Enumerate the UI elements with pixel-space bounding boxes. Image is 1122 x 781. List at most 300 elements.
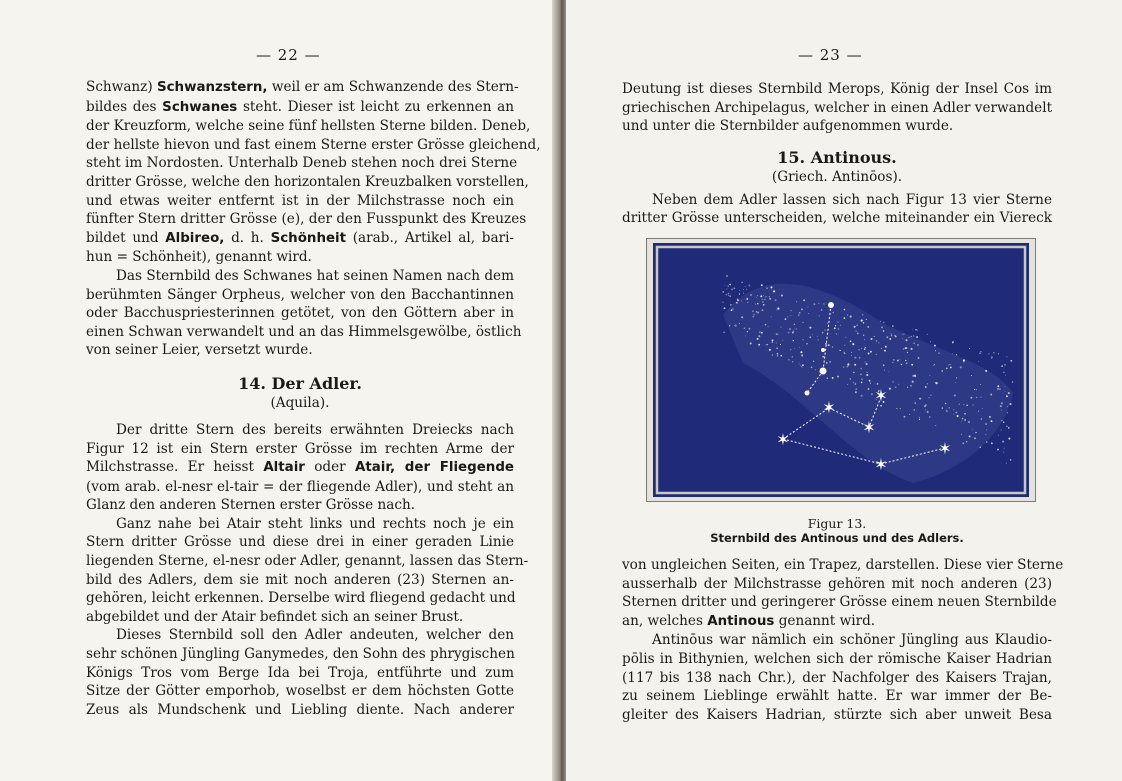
milky-way-speck — [963, 404, 964, 405]
milky-way-speck — [905, 347, 907, 349]
text-line: hun = Schönheit), genannt wird. — [86, 249, 312, 266]
paragraph-ganymedes — [86, 626, 514, 719]
milky-way-speck — [917, 344, 919, 346]
milky-way-speck — [725, 285, 726, 286]
milky-way-speck — [812, 334, 813, 335]
milky-way-speck — [755, 304, 756, 305]
milky-way-speck — [933, 365, 934, 366]
milky-way-speck — [769, 296, 770, 297]
milky-way-speck — [957, 415, 959, 417]
milky-way-speck — [998, 353, 999, 354]
text-line: abgebildet und der Atair befindet sich an seiner Brust. — [86, 608, 464, 625]
paragraph-merops — [622, 80, 1052, 136]
milky-way-speck — [753, 314, 754, 315]
milky-way-speck — [759, 331, 761, 333]
section-subtitle: (Griech. Antinōos). — [771, 168, 903, 185]
milky-way-speck — [832, 346, 834, 348]
milky-way-speck — [895, 386, 897, 388]
milky-way-speck — [860, 374, 861, 375]
text-line: Antinōus war nämlich ein schöner Jüngling aus Klaudio- — [652, 632, 1052, 649]
milky-way-speck — [761, 284, 763, 286]
milky-way-speck — [777, 334, 778, 335]
milky-way-speck — [823, 303, 824, 304]
milky-way-speck — [913, 335, 915, 337]
text-line: zu seinem Lieblinge erwählt hatte. Er war immer der Be- — [622, 688, 1052, 705]
milky-way-speck — [800, 351, 802, 353]
milky-way-speck — [974, 389, 975, 390]
milky-way-speck — [801, 308, 803, 310]
milky-way-speck — [724, 307, 726, 309]
milky-way-speck — [1008, 427, 1010, 429]
milky-way-speck — [918, 357, 920, 359]
milky-way-speck — [802, 322, 803, 323]
milky-way-speck — [794, 329, 795, 330]
milky-way-speck — [892, 362, 893, 363]
milky-way-speck — [904, 416, 906, 418]
milky-way-speck — [787, 316, 788, 317]
milky-way-speck — [893, 359, 894, 360]
milky-way-speck — [866, 319, 867, 320]
milky-way-speck — [743, 289, 744, 290]
text-line: Königs Tros vom Berge Ida bei Troja, entführte und zum — [86, 664, 514, 681]
milky-way-speck — [780, 355, 782, 357]
text-line: der Kreuzform, welche seine fünf hellsten Sterne bilden. Deneb, — [86, 118, 531, 135]
milky-way-speck — [874, 336, 875, 337]
milky-way-speck — [1001, 420, 1002, 421]
milky-way-speck — [955, 382, 956, 383]
milky-way-speck — [962, 442, 964, 444]
milky-way-speck — [978, 361, 979, 362]
milky-way-speck — [990, 393, 992, 395]
milky-way-speck — [927, 334, 928, 335]
milky-way-speck — [962, 418, 964, 420]
milky-way-speck — [866, 374, 868, 376]
milky-way-speck — [758, 335, 760, 337]
milky-way-speck — [1012, 381, 1013, 382]
milky-way-speck — [818, 339, 819, 340]
text-line: dritter Grösse unterscheiden, welche miteinander ein Viereck — [622, 210, 1052, 227]
milky-way-speck — [999, 388, 1000, 389]
milky-way-speck — [828, 344, 830, 346]
milky-way-speck — [1004, 448, 1005, 449]
text-line: Der dritte Stern des bereits erwähnten Dreiecks nach — [116, 421, 514, 438]
svg-text:✶: ✶ — [874, 385, 888, 405]
milky-way-speck — [866, 363, 868, 365]
milky-way-speck — [988, 353, 989, 354]
milky-way-speck — [883, 322, 884, 323]
milky-way-speck — [877, 383, 879, 385]
milky-way-speck — [1000, 405, 1002, 407]
milky-way-speck — [771, 289, 772, 290]
milky-way-speck — [929, 375, 930, 376]
milky-way-speck — [729, 325, 730, 326]
text-line: von ungleichen Seiten, ein Trapez, darstellen. Diese vier Sterne — [622, 556, 1064, 573]
milky-way-speck — [997, 449, 999, 451]
milky-way-speck — [780, 326, 781, 327]
milky-way-speck — [808, 372, 809, 373]
milky-way-speck — [851, 355, 852, 356]
milky-way-speck — [846, 366, 848, 368]
milky-way-speck — [946, 367, 948, 369]
milky-way-speck — [1001, 402, 1003, 404]
milky-way-speck — [985, 434, 986, 435]
milky-way-speck — [980, 447, 981, 448]
milky-way-speck — [728, 295, 729, 296]
text-line: gehören, leicht erkennen. Derselbe wird fliegend gedacht und — [86, 590, 516, 607]
milky-way-speck — [974, 437, 976, 439]
milky-way-speck — [853, 382, 854, 383]
milky-way-speck — [930, 395, 931, 396]
milky-way-speck — [769, 349, 771, 351]
text-line: Zeus als Mundschenk und Liebling diente. Nach anderer — [86, 701, 514, 718]
milky-way-speck — [746, 289, 747, 290]
star-chart-figure — [646, 238, 1036, 502]
milky-way-speck — [907, 387, 908, 388]
bold-term: Schönheit — [270, 230, 347, 246]
milky-way-speck — [802, 364, 804, 366]
bold-term: Albireo, — [165, 230, 225, 246]
milky-way-speck — [910, 385, 912, 387]
milky-way-speck — [935, 350, 936, 351]
milky-way-speck — [851, 352, 852, 353]
milky-way-speck — [766, 296, 767, 297]
text-line: bildes des Schwanes steht. Dieser ist leicht zu erkennen an — [86, 98, 514, 115]
milky-way-speck — [909, 337, 910, 338]
milky-way-speck — [980, 397, 981, 398]
milky-way-speck — [817, 336, 818, 337]
milky-way-speck — [876, 354, 877, 355]
milky-way-speck — [844, 344, 845, 345]
milky-way-speck — [998, 435, 999, 436]
milky-way-speck — [769, 298, 771, 300]
milky-way-speck — [850, 315, 852, 317]
milky-way-speck — [1003, 452, 1004, 453]
milky-way-speck — [912, 329, 913, 330]
milky-way-speck — [855, 388, 857, 390]
milky-way-speck — [1010, 459, 1012, 461]
milky-way-speck — [838, 328, 840, 330]
milky-way-speck — [861, 395, 863, 397]
milky-way-speck — [756, 297, 757, 298]
milky-way-speck — [767, 344, 768, 345]
milky-way-speck — [782, 340, 783, 341]
milky-way-speck — [726, 288, 727, 289]
milky-way-speck — [773, 290, 775, 292]
milky-way-speck — [1004, 364, 1006, 366]
milky-way-speck — [941, 370, 943, 372]
text-line: Milchstrasse. Er heisst Altair oder Atair, der Fliegende — [86, 459, 514, 476]
milky-way-speck — [978, 411, 979, 412]
milky-way-speck — [907, 352, 908, 353]
milky-way-speck — [971, 375, 972, 376]
milky-way-speck — [790, 349, 791, 350]
milky-way-speck — [819, 315, 820, 316]
text-line: einen Schwan verwandelt und an das Himmelsgewölbe, östlich — [86, 323, 522, 340]
milky-way-speck — [884, 370, 885, 371]
milky-way-speck — [892, 325, 894, 327]
milky-way-speck — [745, 286, 746, 287]
milky-way-speck — [1006, 426, 1007, 427]
milky-way-speck — [864, 339, 865, 340]
milky-way-speck — [914, 402, 916, 404]
milky-way-speck — [861, 382, 863, 384]
text-line: bildet und Albireo, d. h. Schönheit (arab., Artikel al, bari- — [86, 229, 515, 246]
text-line: und unter die Sternbilder aufgenommen wurde. — [622, 118, 954, 135]
text-line: bild des Adlers, dem sie mit noch anderen (23) Sternen an- — [86, 571, 514, 588]
milky-way-speck — [867, 326, 869, 328]
milky-way-speck — [762, 299, 763, 300]
paragraph-trapez — [622, 556, 1064, 631]
milky-way-speck — [973, 404, 974, 405]
milky-way-speck — [952, 341, 954, 343]
text-line: Dieses Sternbild soll den Adler andeuten, welcher den — [116, 627, 514, 644]
text-line: oder Bacchuspriesterinnen getötet, von den Göttern aber in — [86, 305, 514, 322]
milky-way-speck — [825, 343, 827, 345]
milky-way-speck — [892, 381, 893, 382]
milky-way-speck — [1006, 395, 1008, 397]
milky-way-speck — [777, 353, 779, 355]
milky-way-speck — [856, 331, 857, 332]
text-line: sehr schönen Jüngling Ganymedes, den Sohn des phrygischen — [86, 646, 515, 663]
milky-way-speck — [903, 333, 904, 334]
milky-way-speck — [726, 275, 727, 276]
milky-way-speck — [793, 340, 794, 341]
milky-way-speck — [927, 383, 928, 384]
milky-way-speck — [761, 309, 763, 311]
milky-way-speck — [953, 409, 954, 410]
milky-way-speck — [993, 352, 994, 353]
text-line: und etwas weiter entfernt ist in der Milchstrasse noch ein — [86, 192, 514, 209]
milky-way-speck — [737, 300, 738, 301]
milky-way-speck — [856, 325, 857, 326]
milky-way-speck — [945, 403, 947, 405]
milky-way-speck — [880, 405, 882, 407]
milky-way-speck — [803, 299, 805, 301]
milky-way-speck — [750, 294, 752, 296]
milky-way-speck — [913, 342, 915, 344]
milky-way-speck — [761, 332, 763, 334]
milky-way-speck — [950, 367, 952, 369]
milky-way-speck — [897, 360, 899, 362]
milky-way-speck — [785, 318, 787, 320]
milky-way-speck — [736, 302, 738, 304]
milky-way-speck — [737, 299, 738, 300]
text-line: pōlis in Bithynien, welchen sich der römische Kaiser Hadrian — [622, 650, 1052, 667]
milky-way-speck — [884, 350, 886, 352]
milky-way-speck — [985, 423, 987, 425]
milky-way-speck — [832, 377, 834, 379]
milky-way-speck — [1009, 403, 1011, 405]
milky-way-speck — [919, 398, 921, 400]
milky-way-speck — [870, 383, 871, 384]
text-line: gleiter des Kaisers Hadrian, stürzte sich aber unweit Besa — [622, 706, 1052, 723]
milky-way-speck — [777, 309, 778, 310]
milky-way-speck — [739, 323, 740, 324]
milky-way-speck — [989, 416, 991, 418]
milky-way-speck — [796, 329, 797, 330]
milky-way-speck — [910, 336, 911, 337]
milky-way-speck — [963, 359, 965, 361]
milky-way-speck — [741, 316, 743, 318]
milky-way-speck — [771, 286, 773, 288]
milky-way-speck — [1005, 386, 1006, 387]
milky-way-speck — [801, 366, 802, 367]
milky-way-speck — [934, 345, 936, 347]
milky-way-speck — [1001, 410, 1002, 411]
milky-way-speck — [758, 344, 760, 346]
milky-way-speck — [935, 425, 936, 426]
section-title: 14. Der Adler. — [238, 373, 362, 393]
milky-way-speck — [757, 303, 758, 304]
milky-way-speck — [905, 360, 906, 361]
milky-way-speck — [878, 342, 879, 343]
milky-way-speck — [867, 372, 868, 373]
milky-way-speck — [792, 361, 793, 362]
milky-way-speck — [799, 312, 801, 314]
milky-way-speck — [739, 290, 740, 291]
milky-way-speck — [976, 397, 978, 399]
milky-way-speck — [827, 378, 828, 379]
text-line: Stern dritter Grösse und diese drei in einer geraden Linie — [86, 534, 514, 551]
paragraph-eagle-stars — [86, 515, 529, 627]
paragraph-antinous-intro — [622, 191, 1052, 228]
milky-way-speck — [942, 407, 943, 408]
milky-way-speck — [800, 365, 801, 366]
milky-way-speck — [791, 356, 792, 357]
milky-way-speck — [880, 321, 881, 322]
milky-way-speck — [960, 366, 962, 368]
milky-way-speck — [789, 328, 791, 330]
milky-way-speck — [913, 410, 914, 411]
milky-way-speck — [858, 349, 859, 350]
milky-way-speck — [934, 364, 935, 365]
milky-way-speck — [814, 303, 816, 305]
milky-way-speck — [723, 331, 725, 333]
milky-way-speck — [827, 323, 828, 324]
milky-way-speck — [910, 348, 912, 350]
milky-way-speck — [1006, 356, 1007, 357]
milky-way-speck — [845, 337, 846, 338]
milky-way-speck — [730, 304, 732, 306]
milky-way-speck — [885, 346, 887, 348]
milky-way-speck — [847, 363, 849, 365]
milky-way-speck — [1007, 412, 1008, 413]
milky-way-speck — [972, 429, 973, 430]
bold-term: Antinous — [707, 613, 775, 629]
milky-way-speck — [843, 352, 844, 353]
milky-way-speck — [763, 295, 764, 296]
milky-way-speck — [891, 333, 892, 334]
milky-way-speck — [954, 394, 956, 396]
svg-text:✶: ✶ — [938, 438, 952, 458]
milky-way-speck — [982, 408, 983, 409]
text-line: liegenden Sterne, el-nesr oder Adler, genannt, lassen das Stern- — [86, 553, 529, 570]
text-line: ausserhalb der Milchstrasse gehören mit noch anderen (23) — [622, 575, 1052, 592]
milky-way-speck — [811, 366, 813, 368]
paragraph-altair — [86, 421, 514, 515]
milky-way-speck — [876, 340, 877, 341]
milky-way-speck — [776, 347, 778, 349]
milky-way-speck — [883, 330, 885, 332]
text-line: griechischen Archipelagus, welcher in einen Adler verwandelt — [622, 99, 1053, 116]
milky-way-speck — [868, 388, 870, 390]
milky-way-speck — [775, 299, 777, 301]
milky-way-speck — [886, 336, 888, 338]
svg-text:✶: ✶ — [776, 429, 790, 449]
milky-way-speck — [979, 352, 981, 354]
milky-way-speck — [857, 332, 859, 334]
milky-way-speck — [911, 364, 913, 366]
text-line: Sitze der Götter emporhob, woselbst er dem höchsten Gotte — [86, 683, 514, 700]
milky-way-speck — [834, 327, 836, 329]
figure-number: Figur 13. — [807, 515, 867, 531]
milky-way-speck — [927, 411, 929, 413]
milky-way-speck — [788, 332, 790, 334]
milky-way-speck — [906, 362, 908, 364]
milky-way-speck — [938, 352, 940, 354]
milky-way-speck — [839, 350, 840, 351]
milky-way-speck — [969, 348, 970, 349]
milky-way-speck — [747, 331, 748, 332]
milky-way-speck — [772, 341, 774, 343]
milky-way-speck — [744, 327, 746, 329]
milky-way-speck — [914, 375, 916, 377]
milky-way-speck — [854, 326, 856, 328]
milky-way-speck — [729, 284, 731, 286]
milky-way-speck — [756, 311, 758, 313]
svg-text:✶: ✶ — [862, 417, 876, 437]
milky-way-speck — [896, 408, 897, 409]
milky-way-speck — [741, 282, 742, 283]
text-line: von seiner Leier, versetzt wurde. — [86, 342, 313, 359]
milky-way-speck — [961, 421, 962, 422]
svg-text:✶: ✶ — [874, 454, 888, 474]
milky-way-speck — [743, 293, 744, 294]
milky-way-speck — [822, 356, 824, 358]
paragraph-antinous-story — [622, 631, 1052, 724]
milky-way-speck — [916, 336, 918, 338]
milky-way-speck — [901, 364, 902, 365]
left-text-column — [86, 78, 541, 719]
milky-way-speck — [964, 413, 966, 415]
milky-way-speck — [821, 309, 823, 311]
milky-way-speck — [813, 361, 814, 362]
milky-way-speck — [997, 385, 999, 387]
milky-way-speck — [790, 315, 791, 316]
milky-way-speck — [837, 321, 838, 322]
milky-way-speck — [863, 335, 864, 336]
milky-way-speck — [871, 393, 873, 395]
milky-way-speck — [997, 388, 999, 390]
milky-way-speck — [799, 347, 800, 348]
milky-way-speck — [903, 348, 904, 349]
milky-way-speck — [966, 441, 967, 442]
milky-way-speck — [757, 338, 759, 340]
milky-way-speck — [925, 409, 926, 410]
milky-way-speck — [808, 313, 809, 314]
milky-way-speck — [1007, 406, 1008, 407]
milky-way-speck — [929, 397, 930, 398]
milky-way-speck — [852, 343, 854, 345]
milky-way-speck — [956, 354, 957, 355]
paragraph-swan-description — [86, 78, 541, 267]
text-line: Ganz nahe bei Atair steht links und rechts noch je ein — [116, 515, 514, 532]
milky-way-speck — [752, 315, 754, 317]
milky-way-speck — [847, 314, 848, 315]
milky-way-speck — [950, 364, 951, 365]
milky-way-speck — [772, 354, 773, 355]
milky-way-speck — [847, 384, 848, 385]
